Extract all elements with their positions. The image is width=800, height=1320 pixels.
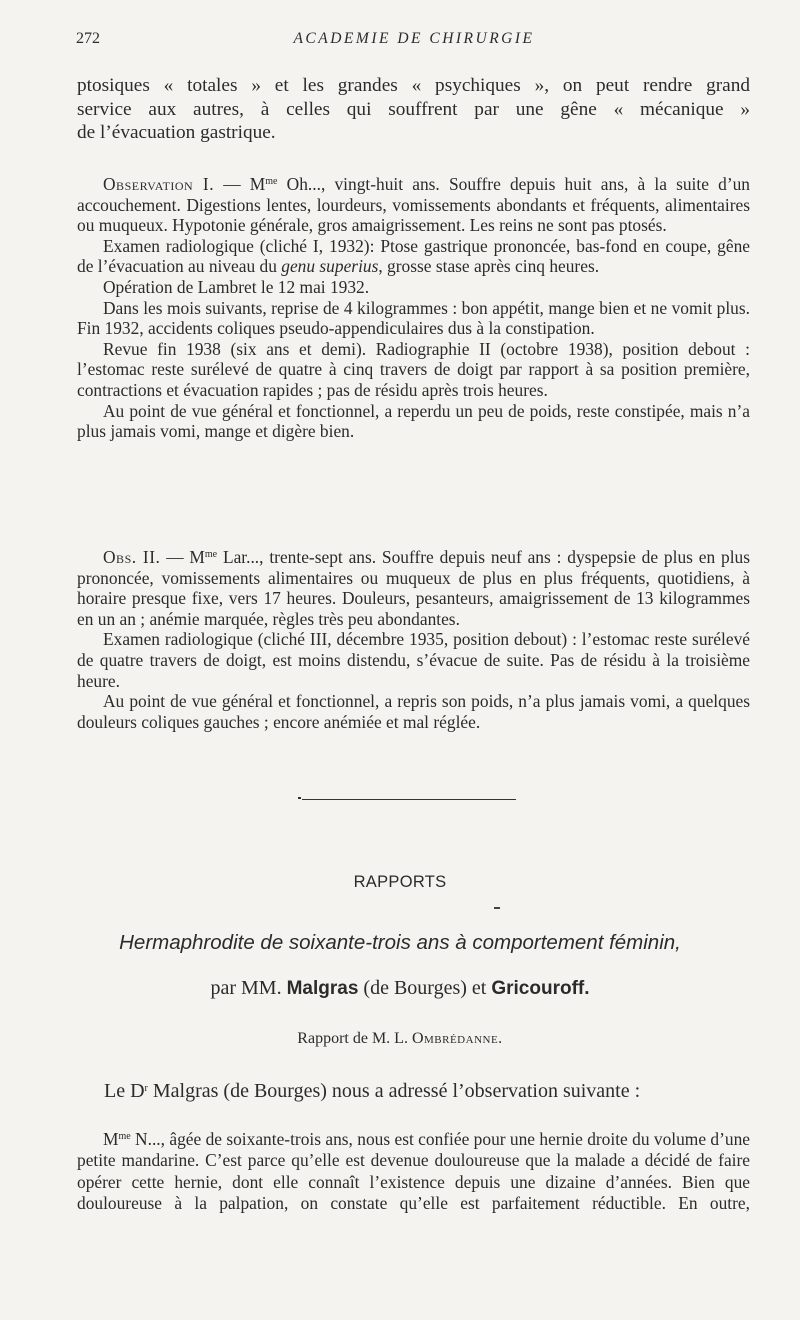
- observation-1-intro-text: Oh..., vingt-huit ans. Souffre depuis huit ans, à la suite d’un accouchement. Digestions lentes, lourdeurs, vomissements abondants et fréquents, alimentaires ou muqueux. Hypotonie générale, gros amaigrissement. Les reins ne sont pas ptosés.: [77, 174, 750, 236]
- final-paragraph: [77, 1126, 750, 1214]
- observation-2-radiology: Examen radiologique (cliché III, décembre 1935, position debout) : l’estomac reste surélevé de quatre travers de doigt, est moins distendu, s’évacue de suite. Pas de résidu à la troisième heure.: [77, 629, 750, 691]
- observation-1-review: Revue fin 1938 (six ans et demi). Radiographie II (octobre 1938), position debout : l’estomac reste surélevé de quatre à cinq travers de doigt par rapport à sa position première, contractions et évacuation rapides ; pas de résidu après trois heures.: [77, 338, 750, 400]
- rapport-by: [0, 1030, 800, 1048]
- page-number: 272: [76, 30, 100, 47]
- final-text: N..., âgée de soixante-trois ans, nous est confiée pour une hernie droite du volume d’une petite mandarine. C’est parce qu’elle est devenue douloureuse que la malade a décidé de faire opérer cette hernie, dont elle connaît l’existence depuis une dizaine d’années. Bien que douloureuse à la palpation, on constate qu’elle est parfaitement réductible. En outre,: [77, 1129, 750, 1213]
- observation-1-mme-sup: me: [265, 176, 278, 187]
- observation-1-mme: M: [249, 174, 266, 194]
- observation-1-outcome: Au point de vue général et fonctionnel, a reperdu un peu de poids, reste constipée, mais n’a plus jamais vomi, mange et digère bien.: [77, 400, 750, 442]
- page-header: [76, 30, 752, 52]
- intro-line: [104, 1080, 640, 1103]
- observation-1-radiology: [77, 236, 750, 277]
- final-paragraph-text: [77, 1126, 750, 1214]
- observation-2: [77, 545, 750, 732]
- observation-2-label: Obs. II.: [103, 547, 161, 567]
- observation-1-followup: Dans les mois suivants, reprise de 4 kilogrammes : bon appétit, mange bien et ne vomit plus. Fin 1932, accidents coliques pseudo-appendiculaires dus à la constipation.: [77, 297, 750, 339]
- heading-dash: [494, 907, 500, 909]
- observation-1-intro: [77, 172, 750, 236]
- opening-line-1: ptosiques « totales » et les grandes « psychiques », on peut rendre grand: [77, 75, 750, 96]
- observation-2-mme-sup: me: [204, 549, 218, 560]
- final-mme: M: [103, 1129, 119, 1149]
- report-authors: [0, 977, 800, 1000]
- observation-2-intro-text: Lar..., trente-sept ans. Souffre depuis neuf ans : dyspepsie de plus en plus prononcée, vomissements alimentaires ou muqueux de plus en plus fréquents, quotidiens, à horaire presque fixe, vers 17 heures. Douleurs, pesanteurs, amaigrissement de 13 kilogrammes en un an ; anémie marquée, règles très peu abondantes.: [77, 547, 750, 629]
- rapport-name: Ombrédanne.: [411, 1030, 503, 1047]
- observation-2-mme: M: [189, 547, 205, 567]
- final-mme-sup: me: [118, 1131, 131, 1142]
- observation-1-dash: —: [214, 174, 250, 194]
- separator-lead: [298, 797, 301, 799]
- section-heading: RAPPORTS: [353, 873, 447, 891]
- running-title: ACADEMIE DE CHIRURGIE: [293, 30, 535, 47]
- intro-sup: r: [144, 1083, 148, 1094]
- intro-after: Malgras (de Bourges) nous a adressé l’observation suivante :: [147, 1080, 641, 1102]
- observation-2-intro: [77, 545, 750, 629]
- intro-before: Le D: [104, 1080, 145, 1102]
- authors-prefix: par MM.: [210, 977, 287, 999]
- opening-line-3: de l’évacuation gastrique.: [77, 122, 276, 143]
- observation-2-outcome: Au point de vue général et fonctionnel, a repris son poids, n’a plus jamais vomi, a quelques douleurs coliques gauches ; encore anémiée et mal réglée.: [77, 691, 750, 732]
- observation-1-label: Observation I.: [103, 174, 215, 194]
- observation-1-radiology-italic: genu superius: [281, 256, 379, 277]
- report-title: Hermaphrodite de soixante-trois ans à comportement féminin,: [119, 931, 681, 954]
- rapport-prefix: Rapport de M. L.: [297, 1030, 412, 1047]
- author-2: Gricouroff.: [491, 978, 590, 999]
- observation-1: [77, 172, 750, 442]
- observation-2-dash: —: [160, 547, 190, 567]
- opening-line-2: service aux autres, à celles qui souffrent par une gêne « mécanique »: [77, 98, 750, 120]
- observation-1-operation: Opération de Lambret le 12 mai 1932.: [103, 276, 370, 297]
- opening-paragraph: [77, 74, 750, 145]
- observation-1-radiology-a: Examen radiologique (cliché I, 1932): Ptose gastrique prononcée, bas-fond en coupe, gêne de l’évacuation au niveau du: [77, 235, 750, 277]
- author-1-place: (de Bourges) et: [358, 977, 492, 999]
- author-1: Malgras: [286, 978, 359, 999]
- observation-1-radiology-b: , grosse stase après cinq heures.: [378, 256, 600, 277]
- section-separator: [302, 799, 516, 800]
